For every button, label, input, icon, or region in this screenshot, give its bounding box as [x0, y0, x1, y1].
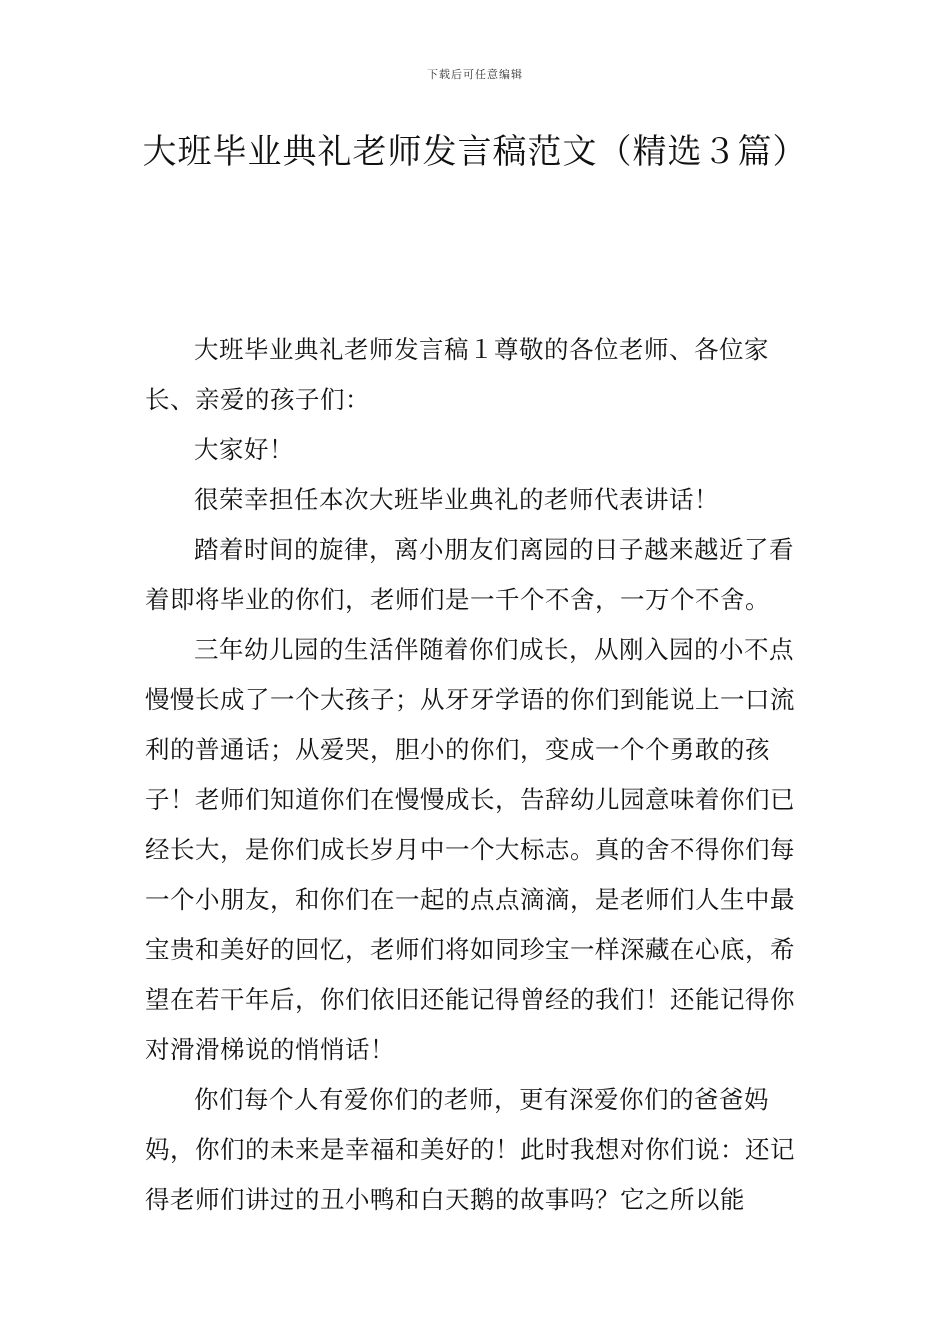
- paragraph: 三年幼儿园的生活伴随着你们成长，从刚入园的小不点慢慢长成了一个大孩子；从牙牙学语的你们到能说上一口流利的普通话；从爱哭，胆小的你们，变成一个个勇敢的孩子！老师们知道你们在慢慢成长，告辞幼儿园意味着你们已经长大，是你们成长岁月中一个大标志。真的舍不得你们每一个小朋友，和你们在一起的点点滴滴，是老师们人生中最宝贵和美好的回忆，老师们将如同珍宝一样深藏在心底，希望在若干年后，你们依旧还能记得曾经的我们！还能记得你对滑滑梯说的悄悄话！: [145, 635, 795, 1064]
- paragraph: 很荣幸担任本次大班毕业典礼的老师代表讲话！: [194, 485, 719, 514]
- page-title: 大班毕业典礼老师发言稿范文（精选３篇）: [142, 132, 808, 172]
- paragraph: 你们每个人有爱你们的老师，更有深爱你们的爸爸妈妈，你们的未来是幸福和美好的！此时我想对你们说：还记得老师们讲过的丑小鸭和白天鹅的故事吗？它之所以能: [145, 1085, 795, 1214]
- paragraph: 大班毕业典礼老师发言稿１尊敬的各位老师、各位家长、亲爱的孩子们：: [145, 335, 769, 414]
- paragraph: 大家好！: [194, 435, 294, 464]
- paragraph: 踏着时间的旋律，离小朋友们离园的日子越来越近了看着即将毕业的你们，老师们是一千个不舍，一万个不舍。: [145, 535, 794, 614]
- body-text: [145, 325, 810, 1225]
- header-note: 下载后可任意编辑: [427, 68, 523, 81]
